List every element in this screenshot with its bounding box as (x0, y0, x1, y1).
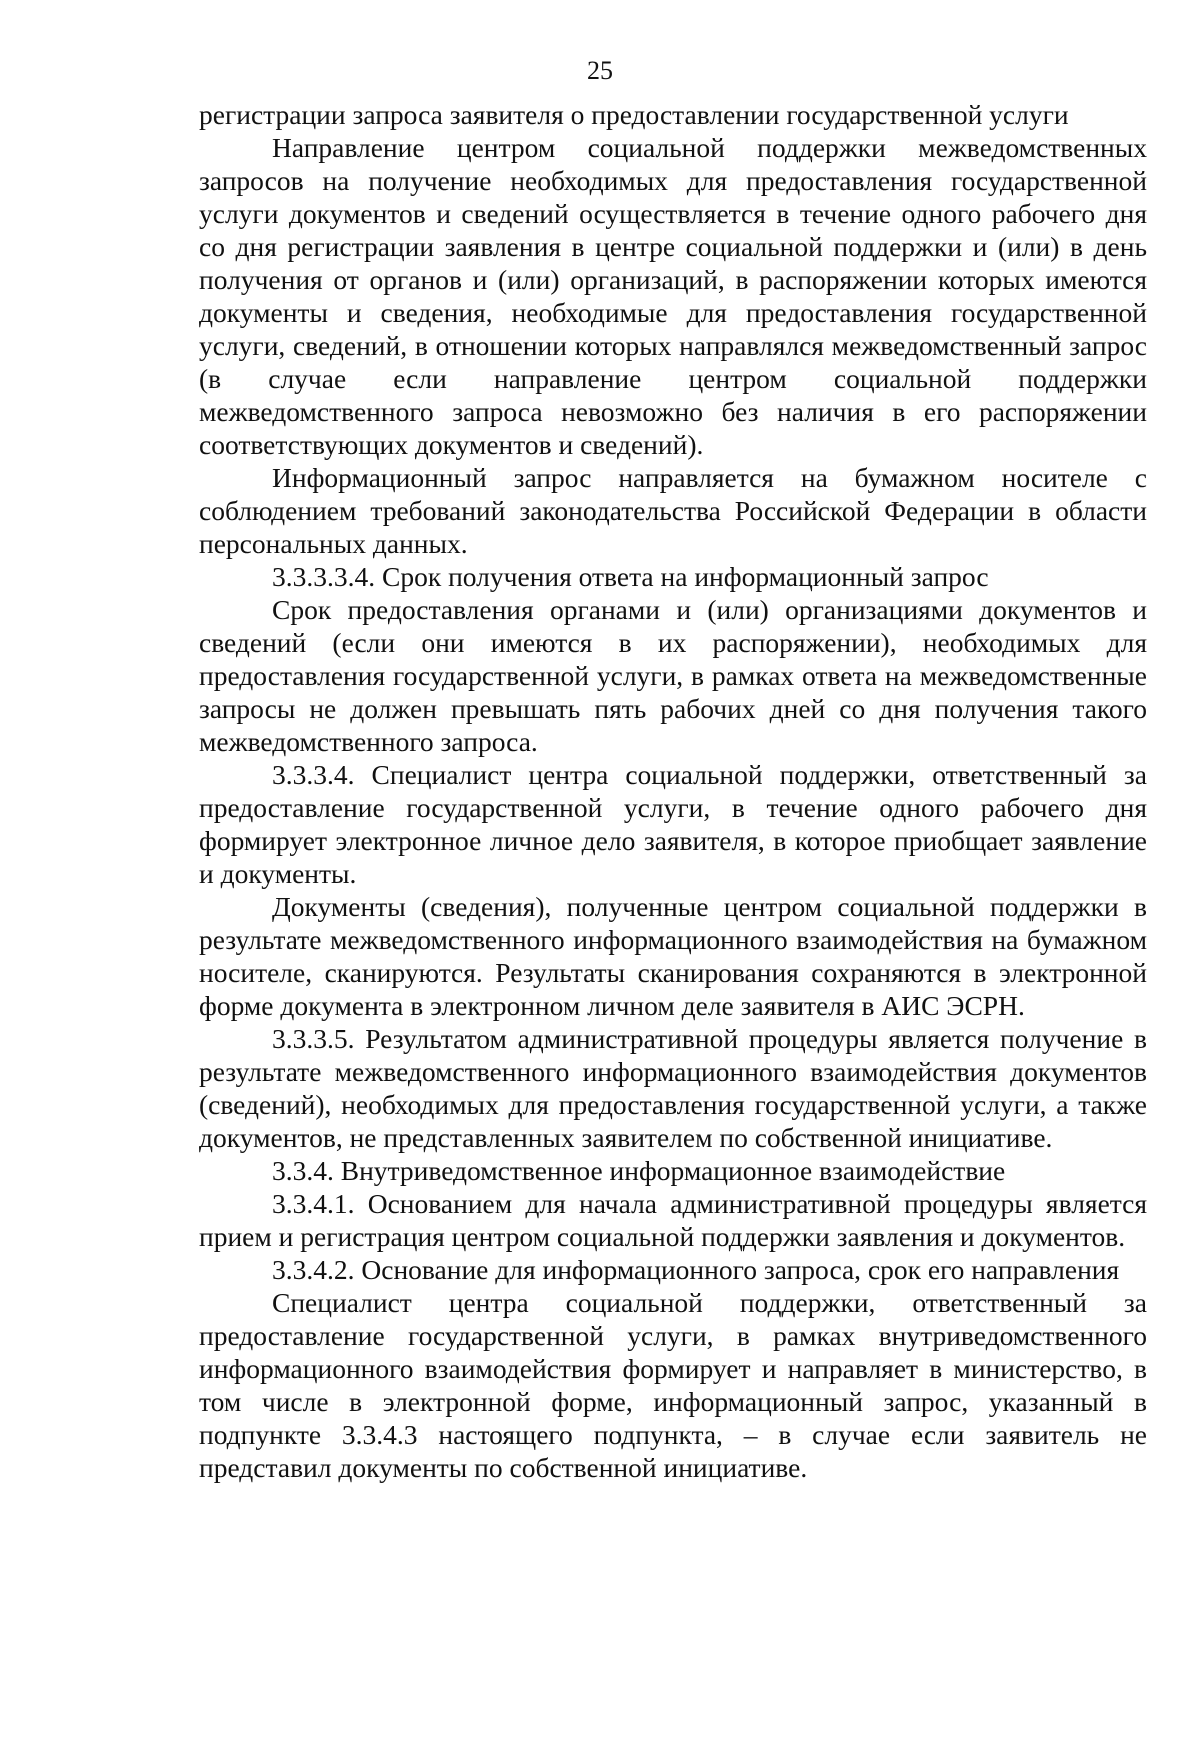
heading-3-3-3-3-4: 3.3.3.3.4. Срок получения ответа на информационный запрос (272, 561, 989, 592)
paragraph-3-3-3-5: 3.3.3.5. Результатом административной процедуры является получение в результате межведомственного информационного взаимодействия документов (сведений), необходимых для предоставления государственной услуги, а также документов, не представленных заявителем по собственной инициативе. (199, 1023, 1147, 1153)
document-body (199, 98, 1147, 1484)
paragraph-interagency-requests: Направление центром социальной поддержки межведомственных запросов на получение необходимых для предоставления государственной услуги документов и сведений осуществляется в течение одного рабочего дня со дня регистрации заявления в центре социальной поддержки и (или) в день получения от органов и (или) организаций, в распоряжении которых имеются документы и сведения, необходимые для предоставления государственной услуги, сведений, в отношении которых направлялся межведомственный запрос (в случае если направление центром социальной поддержки межведомственного запроса невозможно без наличия в его распоряжении соответствующих документов и сведений). (199, 132, 1147, 460)
paragraph-continuation: регистрации запроса заявителя о предоставлении государственной услуги (199, 99, 1069, 130)
paragraph-3-3-4-1: 3.3.4.1. Основанием для начала административной процедуры является прием и регистрация центром социальной поддержки заявления и документов. (199, 1188, 1147, 1252)
paragraph-3-3-3-4: 3.3.3.4. Специалист центра социальной поддержки, ответственный за предоставление государственной услуги, в течение одного рабочего дня формирует электронное личное дело заявителя, в которое приобщает заявление и документы. (199, 759, 1147, 889)
page-number: 25 (587, 56, 613, 85)
heading-3-3-4-2: 3.3.4.2. Основание для информационного запроса, срок его направления (272, 1254, 1120, 1285)
paragraph-information-request-paper: Информационный запрос направляется на бумажном носителе с соблюдением требований законодательства Российской Федерации в области персональных данных. (199, 462, 1147, 559)
heading-3-3-4: 3.3.4. Внутриведомственное информационное взаимодействие (272, 1155, 1006, 1186)
paragraph-scanning: Документы (сведения), полученные центром социальной поддержки в результате межведомственного информационного взаимодействия на бумажном носителе, сканируются. Результаты сканирования сохраняются в электронной форме документа в электронном личном деле заявителя в АИС ЭСРН. (199, 891, 1147, 1021)
paragraph-response-deadline: Срок предоставления органами и (или) организациями документов и сведений (если они имеются в их распоряжении), необходимых для предоставления государственной услуги, в рамках ответа на межведомственные запросы не должен превышать пять рабочих дней со дня получения такого межведомственного запроса. (199, 594, 1147, 757)
paragraph-specialist-request: Специалист центра социальной поддержки, ответственный за предоставление государственной услуги, в рамках внутриведомственного информационного взаимодействия формирует и направляет в министерство, в том числе в электронной форме, информационный запрос, указанный в подпункте 3.3.4.3 настоящего подпункта, – в случае если заявитель не представил документы по собственной инициативе. (199, 1287, 1147, 1483)
